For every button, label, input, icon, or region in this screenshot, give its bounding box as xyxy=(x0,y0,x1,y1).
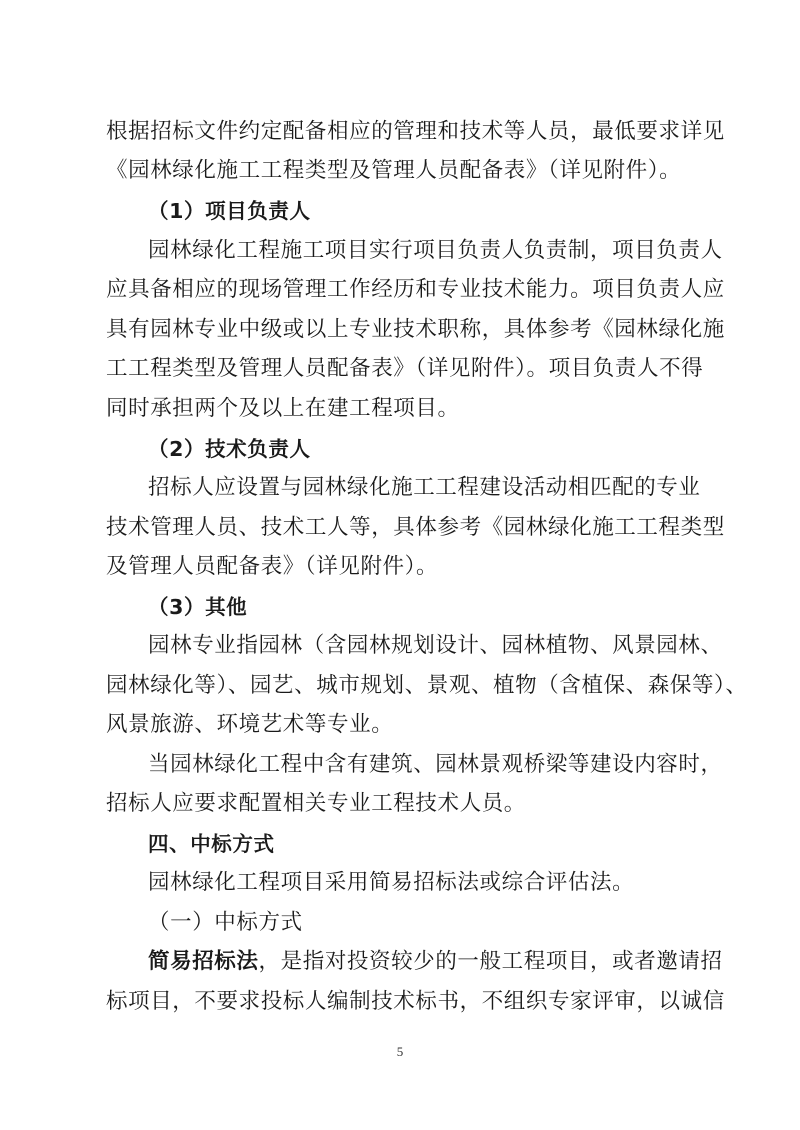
body-text-line: 标项目，不要求投标人编制技术标书，不组织专家评审，以诚信 xyxy=(106,989,725,1014)
section-heading-technical-leader: （2）技术负责人 xyxy=(148,437,311,461)
body-text-line: 招标人应要求配置相关专业工程技术人员。 xyxy=(106,791,526,816)
body-text-line: 招标人应设置与园林绿化施工工程建设活动相匹配的专业 xyxy=(148,475,701,500)
body-text-line: 园林专业指园林（含园林规划设计、园林植物、风景园林、 xyxy=(148,633,723,658)
body-text-line: 园林绿化工程项目采用简易招标法或综合评估法。 xyxy=(148,870,635,895)
body-text-line: 风景旅游、环境艺术等专业。 xyxy=(106,712,394,737)
body-text-line: 及管理人员配备表》（详见附件）。 xyxy=(106,554,439,579)
body-text-span: ，是指对投资较少的一般工程项目，或者邀请招 xyxy=(258,949,723,974)
body-text-line: 园林绿化等）、园艺、城市规划、景观、植物（含植保、森保等）、 xyxy=(106,673,748,698)
body-text-line: 工工程类型及管理人员配备表》（详见附件）。项目负责人不得 xyxy=(106,356,704,381)
body-text-line xyxy=(148,947,723,977)
body-text-line: 应具备相应的现场管理工作经历和专业技术能力。项目负责人应 xyxy=(106,277,725,302)
subsection-heading: （一）中标方式 xyxy=(148,910,303,935)
section-heading-award-method: 四、中标方式 xyxy=(148,832,275,856)
body-text-line: 当园林绿化工程中含有建筑、园林景观桥梁等建设内容时， xyxy=(148,752,723,777)
body-text-line: 根据招标文件约定配备相应的管理和技术等人员，最低要求详见 xyxy=(106,119,725,144)
body-text-line: 同时承担两个及以上在建工程项目。 xyxy=(106,396,460,421)
body-text-line: 园林绿化工程施工项目实行项目负责人负责制，项目负责人 xyxy=(148,238,723,263)
section-heading-project-leader: （1）项目负责人 xyxy=(148,199,311,223)
body-text-line: 具有园林专业中级或以上专业技术职称，具体参考《园林绿化施 xyxy=(106,317,725,342)
body-text-line: 技术管理人员、技术工人等，具体参考《园林绿化施工工程类型 xyxy=(106,515,725,540)
section-heading-other: （3）其他 xyxy=(148,595,248,619)
body-text-line: 《园林绿化施工工程类型及管理人员配备表》（详见附件）。 xyxy=(106,158,682,183)
page-number: 5 xyxy=(396,1044,404,1059)
term-simple-bidding: 简易招标法 xyxy=(148,949,259,974)
